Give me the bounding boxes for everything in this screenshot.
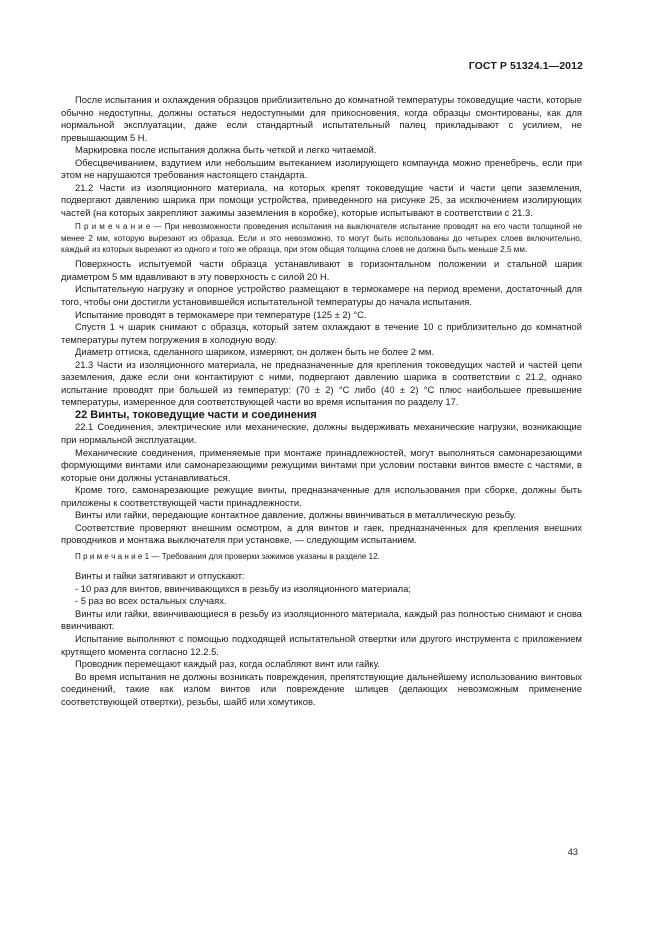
note-paragraph — [61, 221, 582, 255]
paragraph: Испытание выполняют с помощью подходящей испытательной отвертки или другого инструмента с приложением крутящего момента согласно 12.2.5. — [61, 632, 582, 657]
paragraph: Маркировка после испытания должна быть четкой и легко читаемой. — [75, 144, 377, 156]
section-title: 22 Винты, токоведущие части и соединения — [75, 408, 317, 421]
list-item: - 5 раз во всех остальных случаях. — [75, 595, 227, 607]
paragraph: Во время испытания не должны возникать повреждения, препятствующие дальнейшему использованию винтовых соединений, такие как излом винтов или повреждение шлицев (делающих невозможным применение соответствующей отвертки), резьбы, шайб или хомутиков. — [61, 670, 582, 707]
paragraph: Испытательную нагрузку и опорное устройство размещают в термокамере на период времени, достаточный для того, чтобы они достигли установившейся испытательной температуры до начала испытания. — [61, 283, 582, 307]
note-text: — При невозможности проведения испытания на выключателе испытание проводят на его части толщиной не менее 2 мм, которую вырезают из образца. Если и это невозможно, то могут быть использованы до четырех слоев включительно, каждый из которых вырезают из одного и того же образца, при этом общая толщина слоев не должна быть меньше 2,5 мм. — [61, 222, 582, 255]
paragraph: Механические соединения, применяемые при монтаже принадлежностей, могут выполняться самонарезающими формующими винтами или самонарезающими режущими винтами при условии поставки винтов вместе с частями, в которые они должны устанавливаться. — [61, 446, 582, 483]
note-label: П р и м е ч а н и е — [75, 222, 151, 232]
paragraph: Диаметр оттиска, сделанного шариком, измеряют, он должен быть не более 2 мм. — [75, 346, 435, 358]
paragraph: Винты или гайки, передающие контактное давление, должны ввинчиваться в металлическую резьбу. — [75, 509, 517, 521]
paragraph: Винты или гайки, ввинчивающиеся в резьбу из изоляционного материала, каждый раз полностью снимают и снова ввинчивают. — [61, 607, 582, 632]
paragraph: 21.3 Части из изоляционного материала, не предназначенные для крепления токоведущих частей и частей цепи заземления, даже если они контактируют с ними, подвергают давлению шарика в соответствии с 21.2, однако испытание проводят при большей из температур: (70 ± 2) °С либо (40 ± 2) °С плюс наибольшее превышение температуры, измеренное для соответствующей части во время испытания по разделу 17. — [61, 358, 582, 408]
page-content — [61, 94, 582, 708]
note-paragraph — [61, 551, 582, 562]
paragraph: Испытание проводят в термокамере при температуре (125 ± 2) °С. — [75, 308, 367, 320]
paragraph: Спустя 1 ч шарик снимают с образца, который затем охлаждают в течение 10 с приблизительно до комнатной температуры путем погружения в холодную воду. — [61, 321, 582, 345]
paragraph: 22.1 Соединения, электрические или механические, должны выдерживать механические нагрузки, возникающие при нормальной эксплуатации. — [61, 421, 582, 446]
list-item: - 10 раз для винтов, ввинчивающихся в резьбу из изоляционного материала; — [75, 582, 411, 594]
note-text: 1 — Требования для проверки зажимов указаны в разделе 12. — [142, 551, 380, 561]
page-header-standard: ГОСТ Р 51324.1—2012 — [468, 60, 583, 72]
paragraph: Поверхность испытуемой части образца устанавливают в горизонтальном положении и стальной шарик диаметром 5 мм вдавливают в эту поверхность с силой 20 Н. — [61, 258, 582, 282]
paragraph: Винты и гайки затягивают и отпускают: — [75, 570, 245, 582]
paragraph: После испытания и охлаждения образцов приблизительно до комнатной температуры токоведущие части, которые обычно недоступны, должны остаться недоступными для прикосновения, когда образцы смонтированы, как для нормальной эксплуатации, даже если стандартный испытательный палец прикладывают с усилием, не превышающим 5 Н. — [61, 94, 582, 143]
paragraph: Кроме того, самонарезающие режущие винты, предназначенные для использования при сборке, должны быть приложены к соответствующей части принадлежности. — [61, 484, 582, 508]
page-number: 43 — [567, 846, 578, 857]
paragraph: Соответствие проверяют внешним осмотром, а для винтов и гаек, предназначенных для крепления внешних проводников и монтажа выключателя при установке, — следующим испытанием. — [61, 521, 582, 546]
paragraph: 21.2 Части из изоляционного материала, на которых крепят токоведущие части и части цепи заземления, подвергают давлению шарика при помощи устройства, приведенного на рисунке 25, за исключением изолирующих частей (на которых закрепляют зажимы заземления в коробке), которые испытывают в соответствии с 21.3. — [61, 181, 582, 218]
note-label: П р и м е ч а н и е — [75, 551, 143, 561]
paragraph: Проводник перемещают каждый раз, когда ослабляют винт или гайку. — [75, 658, 380, 670]
paragraph: Обесцвечиванием, вздутием или небольшим вытеканием изолирующего компаунда можно пренебречь, если при этом не нарушаются требования настоящего стандарта. — [61, 156, 582, 181]
